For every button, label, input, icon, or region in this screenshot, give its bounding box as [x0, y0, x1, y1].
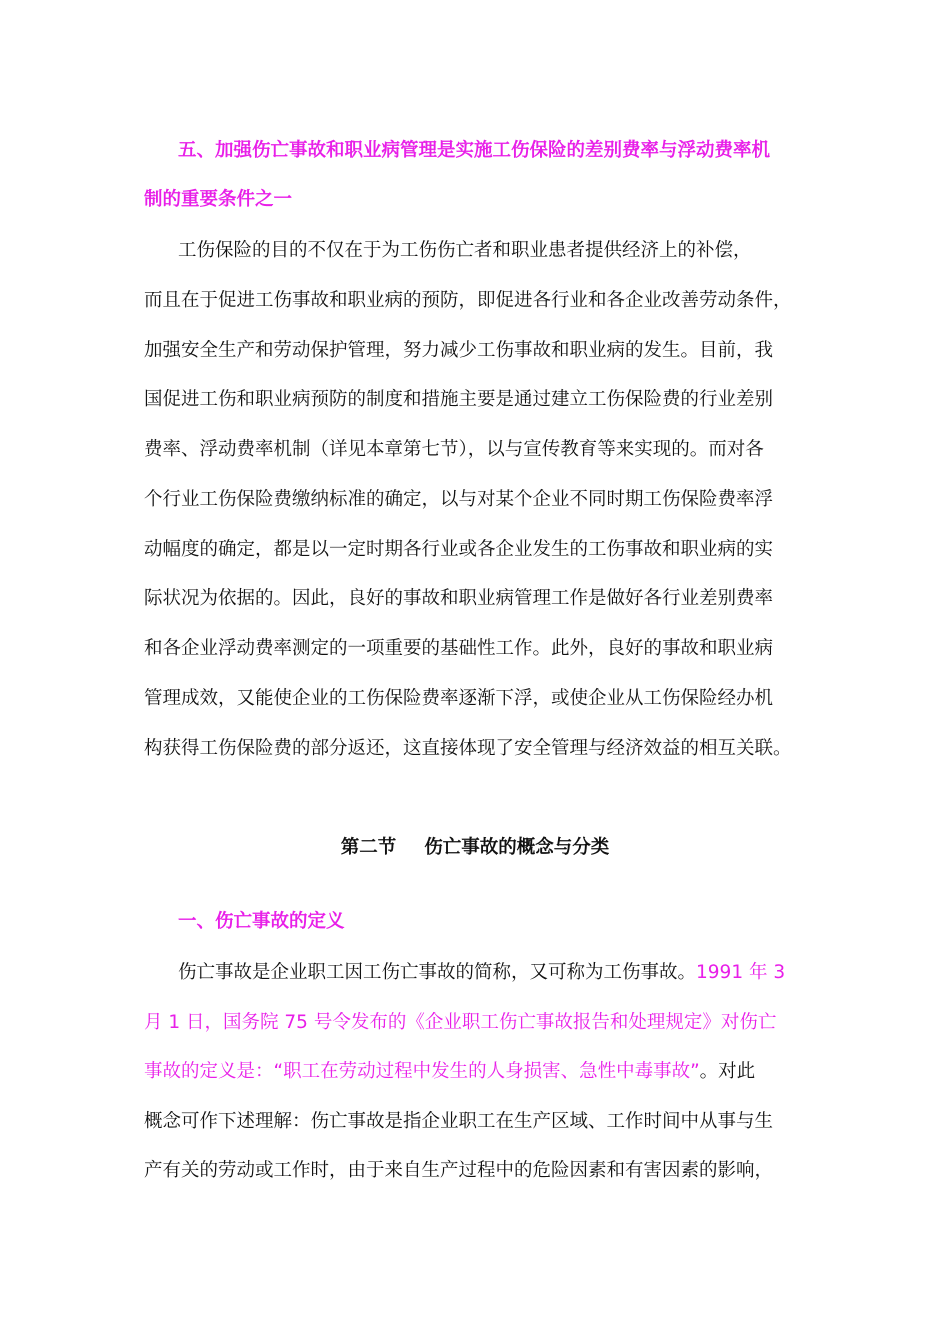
subsection1-body-line: [178, 960, 858, 986]
subsection1-body-line: 概念可作下述理解：伤亡事故是指企业职工在生产区域、工作时间中从事与生: [144, 1111, 774, 1132]
subsection1-line1-pink: 1991 年 3: [696, 962, 786, 983]
section5-body-line: 加强安全生产和劳动保护管理，努力减少工伤事故和职业病的发生。目前，我: [144, 340, 774, 361]
subsection1-body-line: [144, 1059, 824, 1085]
subsection1-line3-black: 。对此: [699, 1061, 756, 1082]
section5-body-line: 而且在于促进工伤事故和职业病的预防，即促进各行业和各企业改善劳动条件，: [144, 290, 792, 311]
section5-body-line: 费率、浮动费率机制（详见本章第七节），以与宣传教育等来实现的。而对各: [144, 439, 764, 460]
section5-body-line: 管理成效，又能使企业的工伤保险费率逐渐下浮，或使企业从工伤保险经办机: [144, 688, 774, 709]
section5-heading-line2: 制的重要条件之一: [144, 189, 293, 210]
subsection1-heading: 一、伤亡事故的定义: [178, 911, 345, 932]
section5-body-line: 国促进工伤和职业病预防的制度和措施主要是通过建立工伤保险费的行业差别: [144, 389, 774, 410]
section5-body-line: 际状况为依据的。因此，良好的事故和职业病管理工作是做好各行业差别费率: [144, 588, 774, 609]
subsection1-body-line: 产有关的劳动或工作时，由于来自生产过程中的危险因素和有害因素的影响，: [144, 1160, 774, 1181]
section5-body-line: 和各企业浮动费率测定的一项重要的基础性工作。此外，良好的事故和职业病: [144, 638, 774, 659]
section2-title-text: 伤亡事故的概念与分类: [424, 837, 610, 858]
section5-heading-line1: 五、加强伤亡事故和职业病管理是实施工伤保险的差别费率与浮动费率机: [178, 140, 771, 161]
section5-body-line: 构获得工伤保险费的部分返还，这直接体现了安全管理与经济效益的相互关联。: [144, 738, 792, 759]
section2-title: [0, 835, 950, 861]
section2-title-number: 第二节: [340, 837, 397, 858]
subsection1-line1-black: 伤亡事故是企业职工因工伤亡事故的简称，又可称为工伤事故。: [178, 962, 697, 983]
subsection1-line3-pink: 事故的定义是：“职工在劳动过程中发生的人身损害、急性中毒事故”: [144, 1061, 700, 1082]
section5-body-line: 个行业工伤保险费缴纳标准的确定，以与对某个企业不同时期工伤保险费率浮: [144, 489, 774, 510]
section5-body-line: 工伤保险的目的不仅在于为工伤伤亡者和职业患者提供经济上的补偿，: [178, 240, 752, 261]
subsection1-body-line: 月 1 日，国务院 75 号令发布的《企业职工伤亡事故报告和处理规定》对伤亡: [144, 1012, 777, 1033]
section5-body-line: 动幅度的确定，都是以一定时期各行业或各企业发生的工伤事故和职业病的实: [144, 539, 774, 560]
